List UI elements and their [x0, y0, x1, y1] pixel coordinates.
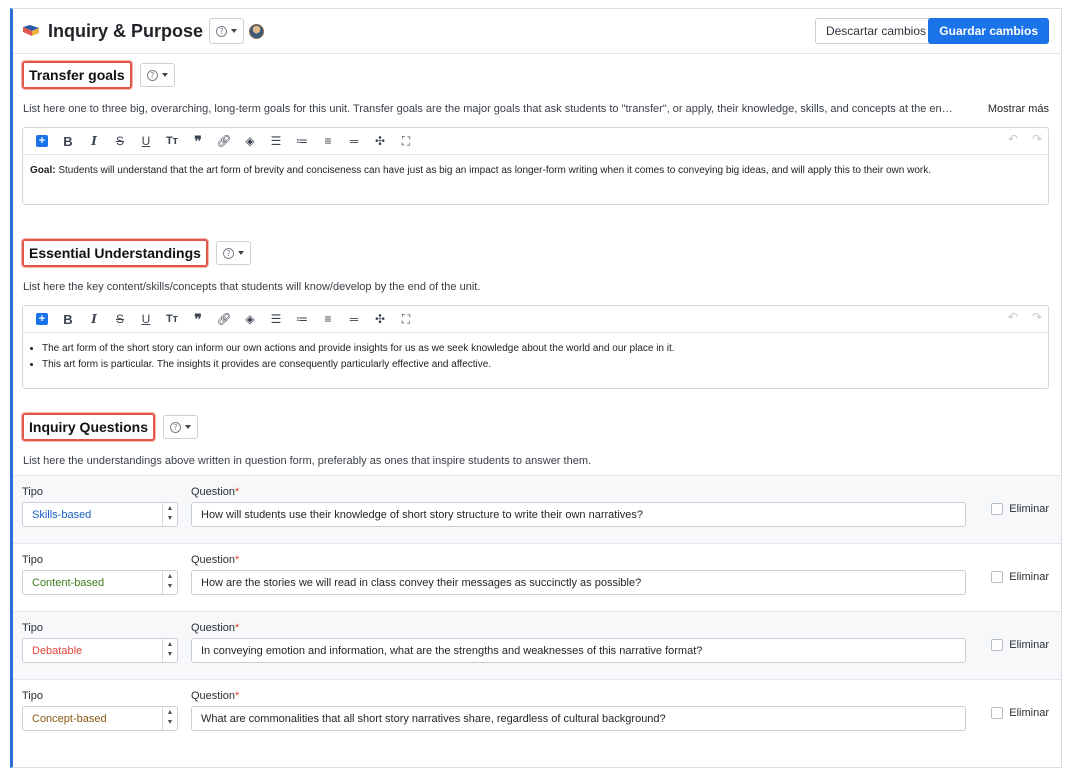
editor-content[interactable] — [23, 333, 1048, 385]
select-arrows-icon: ▲ ▼ — [162, 707, 177, 730]
bold-icon[interactable]: B — [63, 133, 73, 149]
tipo-label: Tipo — [22, 486, 43, 498]
editor-toolbar — [23, 306, 1048, 333]
section-description: List here the key content/skills/concepts that students will know/develop by the end of the unit. — [23, 281, 481, 293]
question-input[interactable]: How are the stories we will read in class convey their messages as succinctly as possible? — [191, 570, 966, 595]
delete-checkbox[interactable]: Eliminar — [991, 639, 1049, 651]
question-input[interactable]: What are commonalities that all short story narratives share, regardless of cultural background? — [191, 706, 966, 731]
chevron-down-icon — [231, 29, 237, 33]
chevron-down-icon — [238, 251, 244, 255]
list-item: • The art form of the short story can inform our own actions and provide insights for us as we seek knowledge about the world and our place in it. — [42, 343, 1041, 354]
inquiry-questions-section — [22, 413, 1049, 467]
list-item: • This art form is particular. The insights it provides are consequently particularly effective and affective. — [42, 359, 1041, 370]
essential-understandings-section — [22, 239, 1049, 389]
table-row — [13, 611, 1061, 679]
bullet-list-icon[interactable]: ☰ — [270, 134, 282, 148]
undo-icon[interactable]: ↶ — [1007, 132, 1018, 146]
horizontal-rule-icon[interactable]: ═ — [349, 134, 359, 148]
strikethrough-icon[interactable]: S — [115, 312, 124, 326]
fullscreen-icon[interactable]: ⛶ — [401, 133, 411, 148]
italic-icon[interactable]: I — [91, 312, 97, 326]
undo-icon[interactable]: ↶ — [1007, 310, 1018, 324]
table-row — [13, 679, 1061, 747]
tipo-select[interactable]: Debatable ▲ ▼ — [22, 638, 178, 663]
italic-icon[interactable]: I — [91, 134, 97, 148]
tipo-label: Tipo — [22, 690, 43, 702]
section-title: Essential Understandings — [22, 239, 208, 267]
help-icon: ? — [216, 26, 227, 37]
rich-text-editor[interactable] — [22, 127, 1049, 205]
question-input[interactable]: In conveying emotion and information, what are the strengths and weaknesses of this narrative format? — [191, 638, 966, 663]
help-dropdown[interactable] — [140, 63, 175, 87]
page-title: Inquiry & Purpose — [48, 20, 204, 41]
delete-checkbox[interactable]: Eliminar — [991, 503, 1049, 515]
strikethrough-icon[interactable]: S — [115, 134, 124, 148]
redo-icon[interactable]: ↷ — [1031, 310, 1042, 324]
delete-checkbox[interactable]: Eliminar — [991, 571, 1049, 583]
tipo-label: Tipo — [22, 554, 43, 566]
help-icon: ? — [147, 70, 158, 81]
transfer-goals-section — [22, 61, 1049, 205]
underline-icon[interactable]: U — [141, 134, 151, 148]
tipo-select[interactable]: Content-based ▲ ▼ — [22, 570, 178, 595]
section-title: Inquiry Questions — [22, 413, 155, 441]
help-dropdown[interactable] — [216, 241, 251, 265]
panel-header — [13, 9, 1061, 54]
underline-icon[interactable]: U — [141, 312, 151, 326]
goal-label: Goal: — [30, 165, 56, 176]
redo-icon[interactable]: ↷ — [1031, 132, 1042, 146]
avatar[interactable] — [249, 24, 264, 39]
question-label: Question* — [191, 486, 240, 498]
numbered-list-icon[interactable]: ≔ — [296, 312, 308, 326]
quote-icon[interactable]: ❞ — [194, 132, 202, 149]
help-dropdown[interactable] — [163, 415, 198, 439]
clear-format-icon[interactable]: ✣ — [374, 134, 386, 148]
rich-text-editor[interactable] — [22, 305, 1049, 389]
highlight-icon[interactable]: ◈ — [245, 312, 255, 326]
help-icon: ? — [170, 422, 181, 433]
select-arrows-icon: ▲ ▼ — [162, 639, 177, 662]
editor-content[interactable] — [23, 155, 1048, 186]
link-icon[interactable]: 🔗︎ — [216, 134, 232, 148]
book-icon — [22, 24, 40, 38]
select-arrows-icon: ▲ ▼ — [162, 571, 177, 594]
question-input[interactable]: How will students use their knowledge of short story structure to write their own narratives? — [191, 502, 966, 527]
question-label: Question* — [191, 622, 240, 634]
text-size-icon[interactable]: Tт — [165, 313, 179, 325]
unit-planner-panel — [10, 8, 1062, 768]
show-more-link[interactable]: Mostrar más — [987, 103, 1049, 115]
bold-icon[interactable]: B — [63, 311, 73, 327]
plus-icon[interactable]: + — [29, 131, 55, 151]
checkbox-icon[interactable] — [991, 571, 1003, 583]
chevron-down-icon — [162, 73, 168, 77]
section-description: List here the understandings above written in question form, preferably as ones that inspire students to answer them. — [23, 455, 592, 467]
table-row — [13, 475, 1061, 543]
help-icon: ? — [223, 248, 234, 259]
numbered-list-icon[interactable]: ≔ — [296, 134, 308, 148]
clear-format-icon[interactable]: ✣ — [374, 312, 386, 326]
link-icon[interactable]: 🔗︎ — [216, 312, 232, 326]
checkbox-icon[interactable] — [991, 639, 1003, 651]
save-changes-button[interactable]: Guardar cambios — [928, 18, 1049, 44]
plus-icon[interactable]: + — [29, 309, 55, 329]
highlight-icon[interactable]: ◈ — [245, 134, 255, 148]
quote-icon[interactable]: ❞ — [194, 310, 202, 327]
horizontal-rule-icon[interactable]: ═ — [349, 312, 359, 326]
question-label: Question* — [191, 690, 240, 702]
delete-checkbox[interactable]: Eliminar — [991, 707, 1049, 719]
chevron-down-icon — [185, 425, 191, 429]
text-size-icon[interactable]: Tт — [165, 135, 179, 147]
help-dropdown[interactable] — [209, 18, 244, 44]
tipo-select[interactable]: Skills-based ▲ ▼ — [22, 502, 178, 527]
checkbox-icon[interactable] — [991, 503, 1003, 515]
align-icon[interactable]: ≡ — [324, 312, 332, 326]
table-row — [13, 543, 1061, 611]
select-arrows-icon: ▲ ▼ — [162, 503, 177, 526]
checkbox-icon[interactable] — [991, 707, 1003, 719]
align-icon[interactable]: ≡ — [324, 134, 332, 148]
editor-toolbar — [23, 128, 1048, 155]
discard-changes-button[interactable]: Descartar cambios — [815, 18, 937, 44]
section-title: Transfer goals — [22, 61, 132, 89]
tipo-label: Tipo — [22, 622, 43, 634]
bullet-list-icon[interactable]: ☰ — [270, 312, 282, 326]
fullscreen-icon[interactable]: ⛶ — [401, 311, 411, 326]
goal-text: Students will understand that the art form of brevity and conciseness can have just as big an impact as longer-form writing when it comes to conveying big ideas, and will apply this to their own work. — [55, 165, 932, 176]
question-label: Question* — [191, 554, 240, 566]
tipo-select[interactable]: Concept-based ▲ ▼ — [22, 706, 178, 731]
section-description: List here one to three big, overarching, long-term goals for this unit. Transfer goals are the major goals that ask students to "transfer", or apply, their knowledge, skills, and concepts at the en… — [23, 103, 953, 115]
